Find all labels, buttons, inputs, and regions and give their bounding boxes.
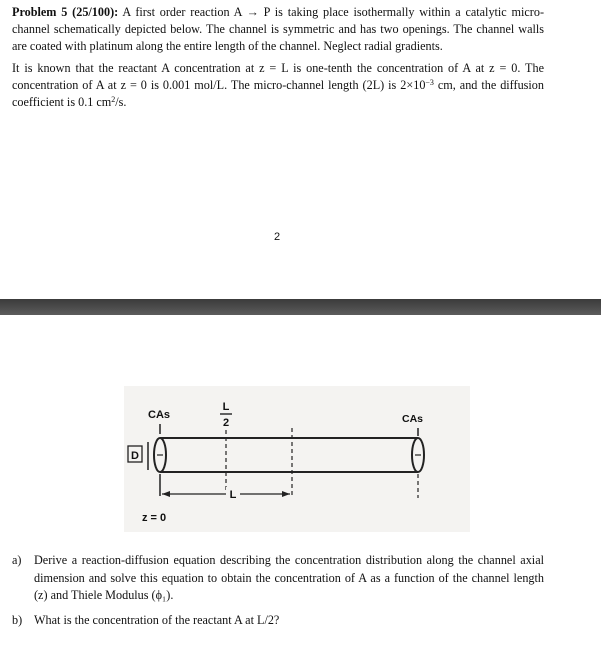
question-b-text: What is the concentration of the reactant A at L/2? [34,613,280,627]
exponent: −3 [425,78,434,88]
micro-channel-figure [124,386,470,532]
conditions-text-a: It is known that the reactant A concentration at z = L is one-tenth the concentration of A at z = 0. The concentration of A at z = 0 is 0.001 mol/L. The micro-channel length (2L) is 2×10 [12,61,544,93]
l-half-denominator: 2 [222,417,230,429]
figure-background [124,386,470,532]
page-break-bar [0,299,601,315]
problem-statement [12,4,544,56]
question-a-letter: a) [12,553,22,567]
l-half-numerator: L [222,401,230,413]
question-a [12,552,544,605]
question-a-text: Derive a reaction-diffusion equation describing the concentration distribution along the channel axial dimension and solve this equation to obtain the concentration of A as a function of the channel length (z) and Thiele Modulus (ϕ₁). [34,553,544,602]
cas-right-label: CAs [402,413,424,425]
cas-left-label: CAs [148,409,171,421]
l-dimension-label: L [229,489,237,501]
problem-intro: A first order reaction A → P is taking place isothermally within a catalytic micro-channel schematically depicted below. The channel is symmetric and has two openings. The channel walls are coated with platinum along the entire length of the channel. Neglect radial gradients. [12,5,545,54]
squared-exponent: 2 [111,95,116,105]
question-b [12,612,544,630]
problem-conditions [12,60,544,112]
conditions-text-b: cm, and the diffusion coefficient is 0.1 cm [12,78,544,110]
page-number: 2 [274,231,281,243]
diameter-label: D [131,450,139,462]
question-b-letter: b) [12,613,23,627]
conditions-text-c: /s. [115,95,127,110]
channel-diagram [124,386,470,532]
z0-label: z = 0 [142,512,167,524]
problem-title: Problem 5 (25/100): [12,5,119,19]
